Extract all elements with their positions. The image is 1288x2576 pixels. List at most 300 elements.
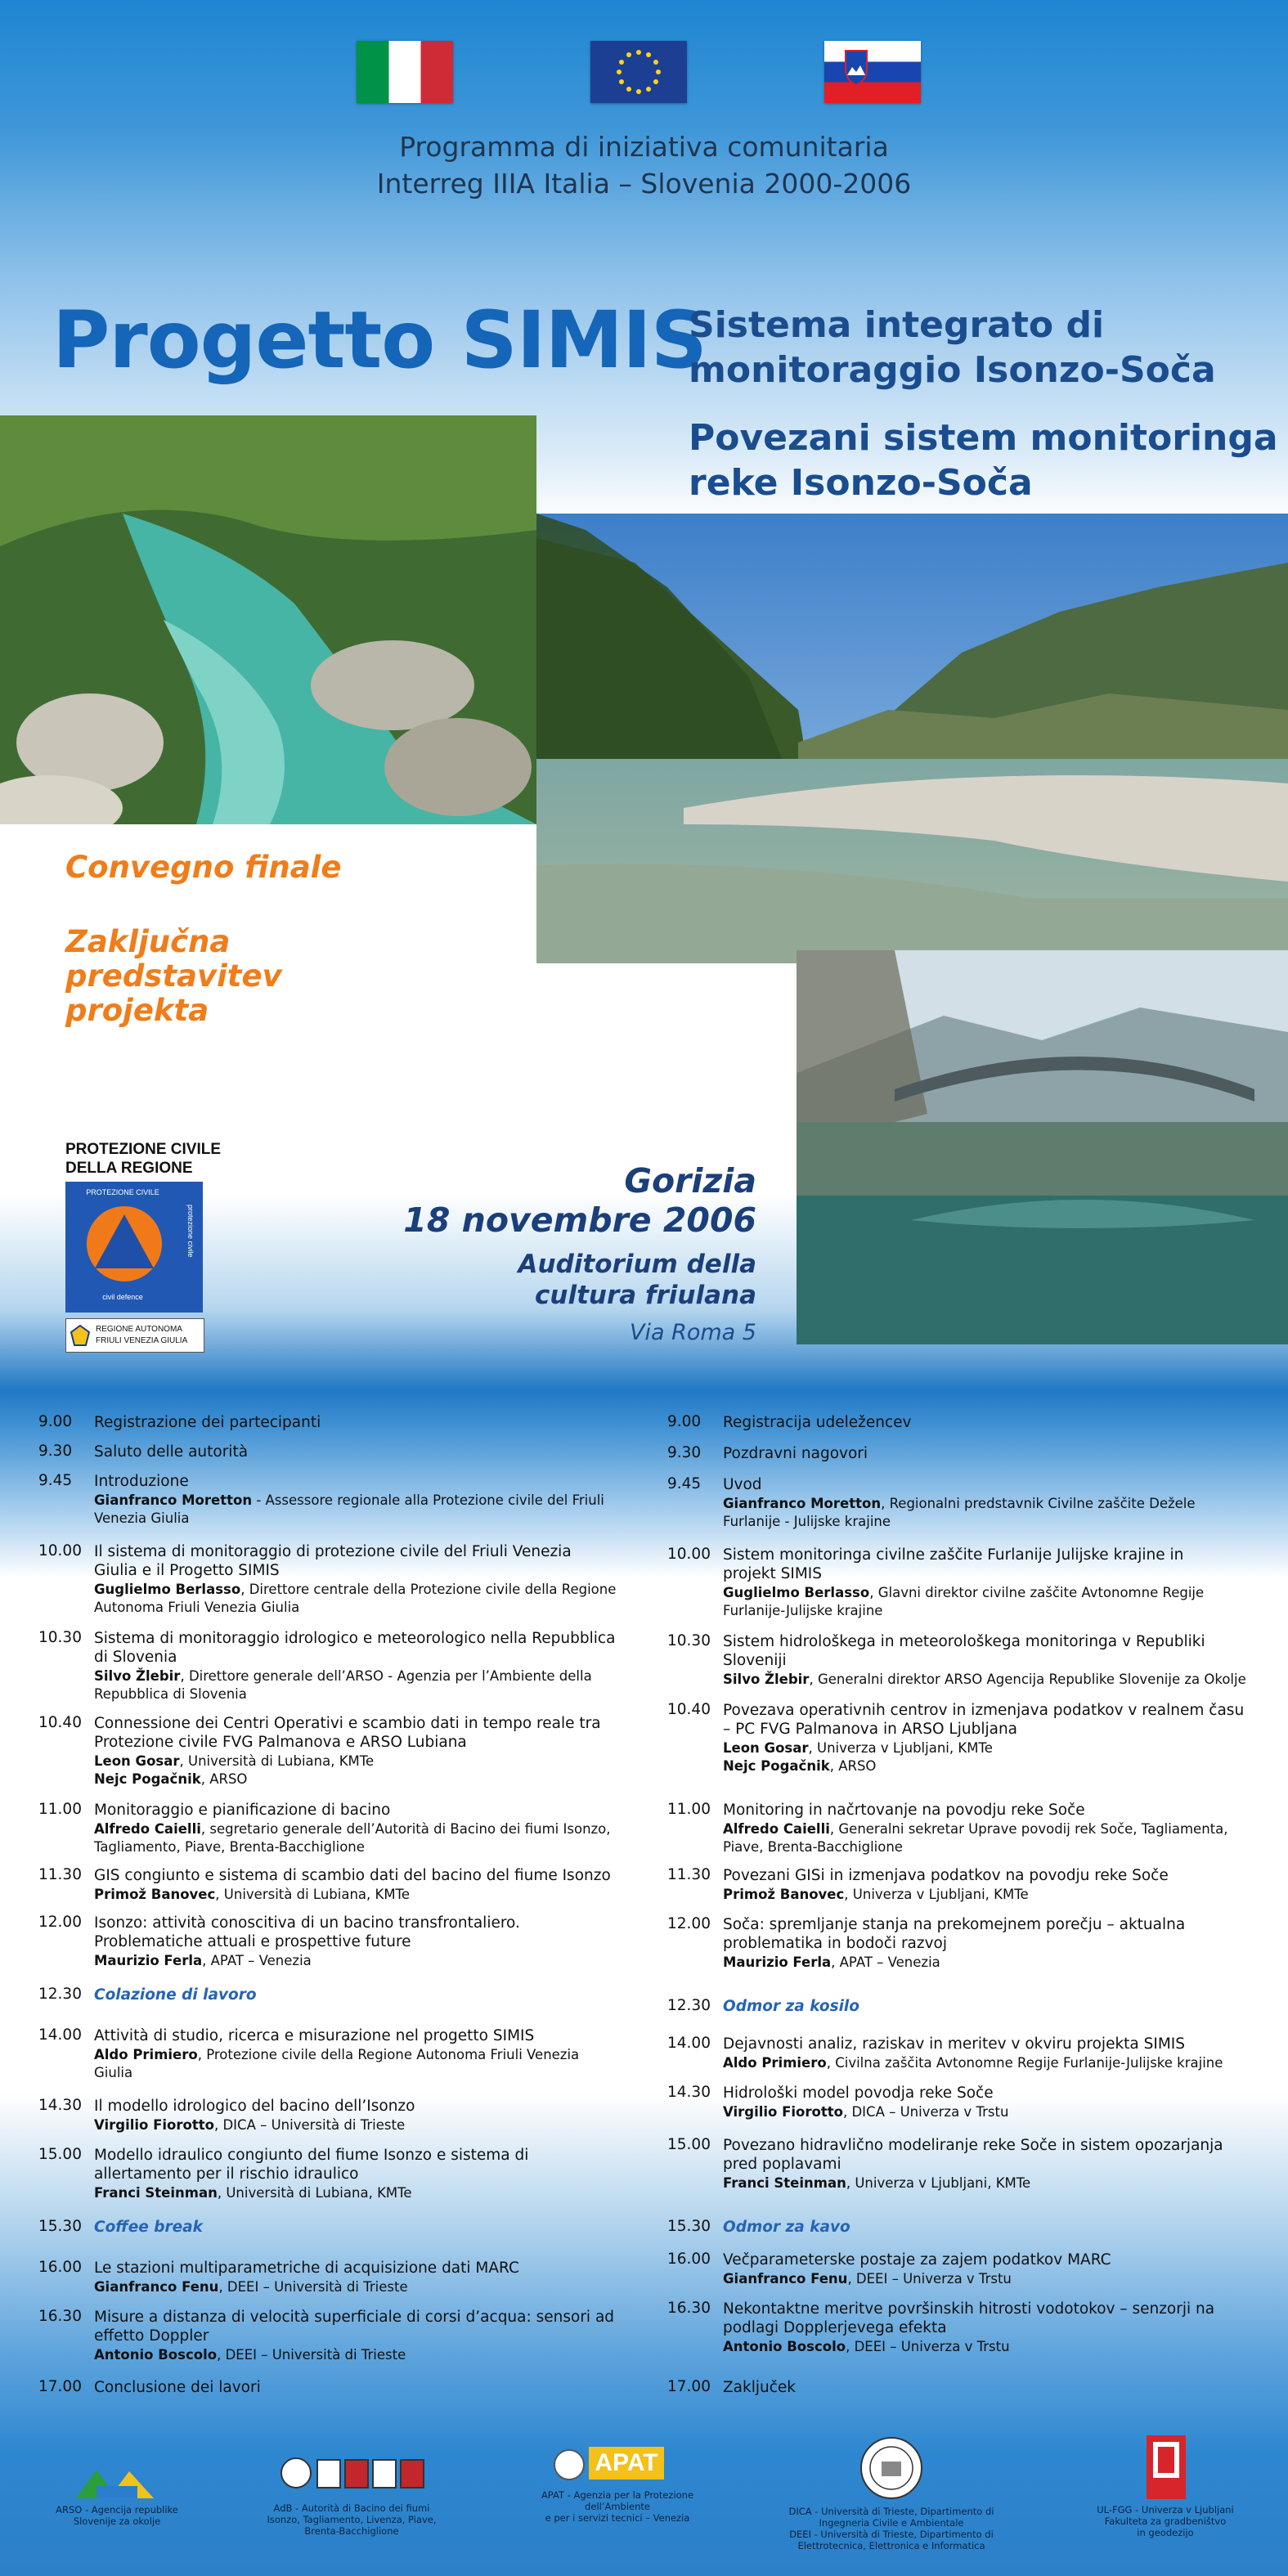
adb-caption-line: Isonzo, Tagliamento, Livenza, Piave, [267,2514,437,2525]
session-title [723,1866,1169,1885]
speaker-line [723,1602,1204,1620]
session-time: 15.00 [667,2136,711,2153]
badge-side-text: protezione civile [186,1205,195,1258]
civil-defence-triangle-icon [82,1205,167,1283]
speaker-name: Guglielmo Berlasso [723,1585,870,1600]
session-speakers [723,1739,993,1775]
apat-caption-line: dell’Ambiente [585,2501,650,2512]
session-speakers [723,2270,1012,2288]
speaker-name: Silvo Žlebir [94,1668,181,1684]
session-title-line: Attività di studio, ricerca e misurazione nel progetto SIMIS [94,2027,535,2044]
session-title-line: Hidrološki model povodja reke Soče [723,2085,994,2102]
session-speakers [723,1954,940,1972]
adb-caption [258,2502,446,2537]
session-time: 14.30 [38,2097,82,2114]
speaker-affiliation: , Regionalni predstavnik Civilne zaščite Dežele [881,1496,1196,1511]
session-title-line: Monitoring in načrtovanje na povodju reke Soče [723,1802,1085,1819]
speaker-affiliation: , Direttore generale dell’ARSO - Agenzia per l’Ambiente della [180,1668,592,1684]
eu-stars-icon [590,41,687,103]
speaker-name: Alfredo Caielli [723,1821,830,1837]
session-speakers [723,1671,1246,1689]
speaker-affiliation: Furlanije - Julijske krajine [723,1514,891,1529]
adb-crests-icon [278,2450,425,2496]
speaker-name: Gianfranco Fenu [723,2271,848,2287]
apat-logo [553,2445,667,2484]
session-title-line: Colazione di lavoro [94,1986,257,2004]
speaker-affiliation: , DICA – Univerza v Trstu [842,2104,1009,2120]
program-line-1: Programma di iniziativa comunitaria [399,131,889,163]
session-time: 17.00 [38,2378,82,2395]
speaker-line [94,2346,406,2364]
session-title-line: Isonzo: attività conoscitiva di un bacino transfrontaliero. [94,1914,520,1932]
ulfgg-caption-line: UL-FGG - Univerza v Ljubljani [1097,2504,1234,2515]
session-time: 9.00 [38,1413,73,1430]
speaker-name: Nejc Pogačnik [94,1771,201,1787]
apat-caption-line: e per i servizi tecnici – Venezia [545,2512,690,2524]
speaker-name: Virgilio Fiorotto [94,2117,214,2133]
session-title [723,2378,796,2397]
eu-flag-icon [590,41,687,103]
session-speakers [94,2184,412,2202]
session-time: 15.30 [38,2218,82,2235]
session-time: 10.00 [667,1546,711,1563]
venue-line-2: cultura friulana [535,1281,756,1310]
speaker-line [723,1584,1204,1602]
speaker-line [94,1667,592,1685]
speaker-name: Franci Steinman [94,2185,218,2201]
session-title [723,2300,1214,2337]
session-time: 11.00 [38,1801,82,1818]
session-speakers [723,2174,1030,2192]
speaker-affiliation: , DEEI – Università di Trieste [217,2347,406,2363]
speaker-line [723,1757,993,1775]
region-line-1: REGIONE AUTONOMA [96,1325,182,1334]
session-title-line: Registracija udeležencev [723,1414,912,1431]
project-title: Progetto SIMIS [52,294,707,386]
session-title-line: Sistem monitoringa civilne zaščite Furlanije Julijske krajine in [723,1546,1184,1564]
speaker-affiliation: , Protezione civile della Regione Autonoma Friuli Venezia [197,2047,580,2062]
slovenia-flag-icon [824,41,921,103]
session-title-line: effetto Doppler [94,2327,209,2345]
zakljucna-line-3: projekta [65,993,209,1028]
speaker-name: Gianfranco Moretton [94,1492,253,1508]
session-speakers [723,1820,1227,1856]
break-title [723,2218,850,2237]
session-title-line: Conclusione dei lavori [94,2379,261,2396]
session-title-line: Il modello idrologico del bacino dell’Isonzo [94,2098,415,2115]
session-speakers [723,2054,1223,2072]
session-title [723,1444,868,1463]
session-title-line: Registrazione dei partecipanti [94,1414,321,1431]
session-time: 16.00 [38,2259,82,2276]
speaker-name: Antonio Boscolo [723,2339,846,2354]
speaker-name: Gianfranco Fenu [94,2279,219,2295]
speaker-line [723,1954,940,1972]
ulfgg-icon [1147,2435,1186,2499]
apat-caption-line: APAT - Agenzia per la Protezione [541,2489,694,2501]
speaker-name: Leon Gosar [94,1753,180,1769]
session-title [723,1915,1185,1953]
venue-address: Via Roma 5 [630,1320,756,1345]
session-title-line: Sloveniji [723,1652,787,1669]
session-time: 14.30 [667,2084,711,2101]
session-time: 12.30 [667,1997,711,2014]
session-title-line: Problematiche attuali e prospettive future [94,1933,411,1950]
speaker-line [723,1820,1227,1838]
speaker-affiliation: , Università di Lubiana, KMTe [215,1887,410,1902]
ulfgg-logo [1147,2435,1186,2499]
session-title-line: Povezava operativnih centrov in izmenjava podatkov v realnem času [723,1702,1245,1719]
speaker-line [94,1510,604,1528]
trieste-university-logo [859,2435,924,2501]
session-time: 15.00 [38,2146,82,2163]
dica-caption-line: Ingegneria Civile e Ambientale [819,2517,964,2529]
speaker-affiliation: , ARSO [200,1771,248,1787]
speaker-name: Aldo Primiero [94,2047,198,2062]
session-title [94,2026,534,2045]
arso-caption-line: Slovenije za okolje [73,2515,161,2527]
session-title [723,1801,1085,1820]
speaker-name: Alfredo Caielli [94,1821,201,1837]
subtitle-sl-1: Povezani sistem monitoringa [689,417,1278,459]
speaker-name: Silvo Žlebir [723,1672,810,1687]
session-time: 9.30 [667,1444,702,1461]
session-time: 17.00 [667,2378,711,2395]
session-time: 10.40 [38,1714,82,1731]
session-speakers [94,2278,408,2296]
river-valley-photo [536,514,1288,963]
speaker-name: Gianfranco Moretton [723,1496,882,1511]
session-title [723,2084,994,2103]
subtitle-sl-2: reke Isonzo-Soča [689,462,1033,504]
speaker-affiliation: Autonoma Friuli Venezia Giulia [94,1600,300,1615]
session-title-line: Modello idraulico congiunto del fiume Isonzo e sistema di [94,2147,529,2164]
dica-caption-line: Elettrotecnica, Elettronica e Informatica [797,2540,985,2551]
session-title [94,1866,611,1885]
session-title [723,1546,1183,1583]
adb-caption-line: Brenta-Bacchiglione [304,2525,399,2537]
session-title-line: Monitoraggio e pianificazione di bacino [94,1802,391,1819]
session-title-line: allertamento per il rischio idraulico [94,2165,359,2183]
session-title-line: Connessione dei Centri Operativi e scambio dati in tempo reale tra [94,1715,601,1732]
speaker-affiliation: , Univerza v Ljubljani, KMTe [844,1887,1029,1902]
speaker-affiliation: , DEEI – Univerza v Trstu [847,2271,1012,2287]
speaker-line [94,2116,405,2134]
session-title [94,2308,614,2345]
speaker-line [723,2338,1010,2356]
apat-emblem-icon [553,2447,586,2483]
speaker-name: Franci Steinman [723,2175,846,2191]
speaker-name: Aldo Primiero [723,2055,827,2071]
dica-caption-line: DICA - Università di Trieste, Dipartimento di [788,2506,994,2517]
slovenia-coat-of-arms-icon [824,41,921,103]
subtitle-it-1: Sistema integrato di [689,304,1105,346]
badge-label: PROTEZIONE CIVILE [86,1188,159,1196]
speaker-name: Leon Gosar [723,1740,809,1756]
session-title-line: Nekontaktne meritve površinskih hitrosti vodotokov – senzorji na [723,2300,1215,2318]
session-title [94,1629,615,1667]
speaker-affiliation: Repubblica di Slovenia [94,1686,247,1702]
bridge-lake-photo [797,950,1288,1344]
speaker-name: Virgilio Fiorotto [723,2104,843,2120]
session-title [94,2259,519,2278]
session-title-line: Protezione civile FVG Palmanova e ARSO Lubiana [94,1734,467,1751]
session-speakers [94,1952,312,1970]
speaker-affiliation: , Università di Lubiana, KMTe [217,2185,412,2201]
speaker-affiliation: Furlanije-Julijske krajine [723,1603,883,1618]
region-fvg-logo [65,1318,204,1353]
speaker-affiliation: Giulia [94,2065,133,2080]
speaker-line [94,2064,579,2082]
adb-caption-line: AdB - Autorità di Bacino dei fiumi [273,2502,430,2514]
session-title-line: Giulia e il Progetto SIMIS [94,1562,280,1579]
speaker-affiliation: , Direttore centrale della Protezione civile della Regione [240,1582,617,1597]
session-speakers [723,2338,1010,2356]
speaker-affiliation: , Università di Lubiana, KMTe [179,1753,375,1769]
session-title-line: projekt SIMIS [723,1565,822,1582]
session-title [723,1475,762,1494]
speaker-name: Nejc Pogačnik [723,1758,830,1774]
arso-caption [39,2504,195,2527]
session-title-line: Pozdravni nagovori [723,1445,868,1462]
speaker-line [723,2270,1012,2288]
speaker-line [94,1952,312,1970]
session-title [94,1714,601,1752]
speaker-line [723,1495,1196,1513]
session-time: 12.30 [38,1986,82,2003]
subtitle-it-2: monitoraggio Isonzo-Soča [689,349,1216,391]
apat-wordmark: APAT [589,2447,664,2480]
session-title [94,1801,390,1820]
session-speakers [723,1886,1029,1904]
session-title-line: Večparameterske postaje za zajem podatkov MARC [723,2251,1111,2269]
session-title-line: Sistem hidrološkega in meteorološkega monitoringa v Republiki [723,1633,1205,1650]
session-speakers [94,2046,579,2082]
session-title-line: Soča: spremljanje stanja na prekomejnem porečju – aktualna [723,1916,1186,1933]
speaker-affiliation: , DEEI – Univerza v Trstu [846,2339,1010,2354]
session-speakers [94,1820,611,1856]
dica-deei-caption [777,2506,1006,2551]
event-city: Gorizia [624,1161,756,1200]
speaker-line [94,1492,604,1510]
speaker-line [723,1513,1196,1531]
session-time: 16.30 [667,2300,711,2317]
session-title-line: di Slovenia [94,1649,177,1666]
session-speakers [723,1495,1196,1531]
session-title-line: Povezani GISi in izmenjava podatkov na povodju reke Soče [723,1867,1169,1884]
session-title-line: Le stazioni multiparametriche di acquisizione dati MARC [94,2260,519,2277]
speaker-line [94,2046,579,2064]
session-title [94,2097,415,2116]
speaker-line [723,2174,1030,2192]
session-title-line: GIS congiunto e sistema di scambio dati del bacino del fiume Isonzo [94,1867,611,1884]
session-speakers [723,1584,1204,1620]
session-time: 9.45 [38,1472,73,1489]
speaker-affiliation: , Generalni direktor ARSO Agencija Republike Slovenije za Okolje [809,1672,1246,1687]
session-time: 16.30 [38,2308,82,2325]
ulfgg-caption [1079,2504,1251,2538]
speaker-affiliation: Piave, Brenta-Bacchiglione [723,1839,903,1855]
speaker-line [94,1685,592,1703]
session-title [723,1632,1205,1670]
speaker-affiliation: , APAT – Venezia [202,1953,312,1968]
program-slovenian [667,1413,1264,2396]
protezione-civile-badge [65,1182,203,1313]
speaker-line [723,1886,1029,1904]
session-title [94,2146,528,2183]
session-speakers [94,1752,374,1788]
session-title-line: Saluto delle autorità [94,1443,249,1461]
speaker-line [94,1838,611,1856]
speaker-name: Maurizio Ferla [723,1954,832,1970]
university-seal-icon [859,2435,924,2501]
speaker-line [723,1739,993,1757]
arso-icon [72,2462,162,2502]
speaker-affiliation: , Civilna zaščita Avtonomne Regije Furlanije-Julijske krajine [826,2055,1223,2071]
adb-logo [278,2450,425,2496]
speaker-name: Guglielmo Berlasso [94,1582,241,1597]
session-speakers [94,1667,592,1703]
arso-caption-line: ARSO - Agencija republike [56,2504,178,2515]
event-date: 18 novembre 2006 [403,1200,756,1240]
session-title-line: – PC FVG Palmanova in ARSO Ljubljana [723,1721,1018,1738]
session-time: 9.45 [667,1475,702,1492]
program-italian [38,1413,635,2396]
speaker-affiliation: Tagliamento, Piave, Brenta-Bacchiglione [94,1839,365,1855]
session-speakers [94,1886,410,1904]
italy-flag-icon [357,41,453,103]
speaker-affiliation: , Glavni direktor civilne zaščite Avtonomne Regije [869,1585,1205,1600]
della-regione-heading: DELLA REGIONE [65,1160,193,1177]
dica-caption-line: DEEI - Università di Trieste, Dipartimento di [789,2529,994,2540]
break-title [94,2218,203,2237]
protezione-civile-heading: PROTEZIONE CIVILE [65,1141,222,1158]
mountain-stream-photo [0,415,536,824]
session-time: 12.00 [667,1915,711,1932]
venue-line-1: Auditorium della [518,1250,756,1279]
session-title-line: Il sistema di monitoraggio di protezione civile del Friuli Venezia [94,1543,572,1560]
speaker-line [723,2103,1008,2121]
speaker-line [94,2184,412,2202]
speaker-affiliation: , segretario generale dell’Autorità di Bacino dei fiumi Isonzo, [200,1821,611,1837]
session-title-line: Introduzione [94,1473,189,1490]
program-line-2: Interreg IIIA Italia – Slovenia 2000-2006 [376,168,912,200]
session-title [723,2251,1111,2269]
speaker-affiliation: , Generalni sekretar Uprave povodij rek Soče, Tagliamenta, [829,1821,1228,1837]
session-title-line: Coffee break [94,2219,203,2236]
session-time: 9.30 [38,1443,73,1460]
apat-caption [532,2489,703,2524]
session-title-line: Odmor za kosilo [723,1998,859,2015]
break-title [723,1997,859,2016]
session-time: 12.00 [38,1914,82,1931]
session-title [94,2378,261,2397]
session-speakers [94,1581,616,1617]
speaker-affiliation: , DICA – Università di Trieste [213,2117,406,2133]
speaker-line [94,1581,616,1599]
session-title-line: Misure a distanza di velocità superficiale di corsi d’acqua: sensori ad [94,2309,615,2326]
speaker-name: Primož Banovec [723,1887,845,1902]
zakljucna-line-2: predstavitev [65,958,282,994]
session-time: 15.30 [667,2218,711,2235]
session-title [94,1542,572,1580]
session-speakers [723,2103,1008,2121]
session-title-line: Odmor za kavo [723,2219,850,2236]
session-title [94,1914,520,1951]
region-line-2: FRIULI VENEZIA GIULIA [96,1336,188,1345]
session-time: 10.30 [667,1632,711,1649]
arso-logo [72,2462,162,2502]
session-title [723,1413,911,1432]
session-title-line: pred poplavami [723,2156,841,2173]
speaker-line [723,1671,1246,1689]
region-eagle-icon [70,1324,91,1347]
session-speakers [94,2116,405,2134]
session-time: 10.00 [38,1542,82,1560]
session-title [723,2136,1223,2174]
speaker-line [94,1820,611,1838]
session-title-line: Dejavnosti analiz, raziskav in meritev v okviru projekta SIMIS [723,2035,1185,2053]
speaker-affiliation: Venezia Giulia [94,1510,190,1526]
speaker-affiliation: , APAT – Venezia [831,1954,940,1970]
zakljucna-line-1: Zaključna [65,924,231,959]
speaker-affiliation: , Univerza v Ljubljani, KMTe [808,1740,993,1756]
session-time: 11.30 [667,1866,711,1883]
speaker-line [723,2054,1223,2072]
ulfgg-caption-line: in geodezijo [1137,2527,1194,2538]
partner-logos [0,2421,1288,2576]
session-title [94,1472,189,1491]
session-time: 9.00 [667,1413,702,1430]
session-time: 11.00 [667,1801,711,1818]
speaker-line [94,2278,408,2296]
session-time: 16.00 [667,2251,711,2268]
convegno-title: Convegno finale [65,850,342,885]
session-time: 14.00 [38,2026,82,2044]
speaker-line [94,1886,410,1904]
session-title-line: problematika in bodoči razvoj [723,1935,948,1952]
session-title-line: Zaključek [723,2379,796,2396]
session-speakers [94,2346,406,2364]
speaker-line [94,1752,374,1770]
session-time: 11.30 [38,1866,82,1883]
session-time: 10.40 [667,1701,711,1718]
session-title-line: Sistema di monitoraggio idrologico e meteorologico nella Repubblica [94,1630,616,1647]
session-title [94,1443,248,1461]
speaker-name: Maurizio Ferla [94,1953,203,1968]
session-title-line: Uvod [723,1476,762,1493]
session-title [94,1413,321,1432]
speaker-line [94,1599,616,1617]
session-title [723,2035,1185,2053]
session-title-line: Povezano hidravlično modeliranje reke Soče in sistem opozarjanja [723,2137,1223,2154]
speaker-affiliation: - Assessore regionale alla Protezione civile del Friuli [252,1492,604,1508]
speaker-affiliation: , ARSO [829,1758,877,1774]
session-time: 14.00 [667,2035,711,2052]
speaker-name: Primož Banovec [94,1887,216,1902]
speaker-affiliation: , Univerza v Ljubljani, KMTe [846,2175,1031,2191]
session-title-line: podlagi Dopplerjevega efekta [723,2319,947,2336]
session-title [723,1701,1244,1739]
badge-bottom-text: civil defence [102,1293,143,1301]
ulfgg-caption-line: Fakulteta za gradbeništvo [1104,2515,1227,2527]
speaker-name: Antonio Boscolo [94,2347,218,2363]
break-title [94,1986,257,2004]
speaker-affiliation: , DEEI – Università di Trieste [218,2279,408,2295]
speaker-line [94,1770,374,1788]
session-speakers [94,1492,604,1528]
speaker-line [723,1838,1227,1856]
